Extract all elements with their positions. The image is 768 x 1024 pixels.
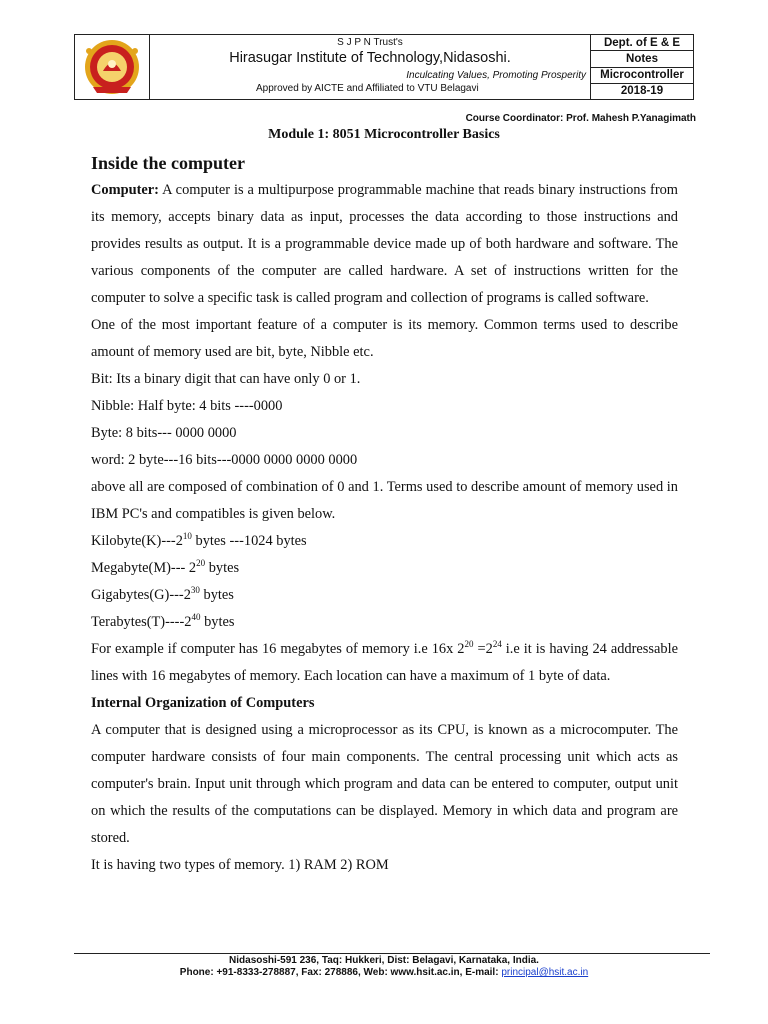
page-content bbox=[91, 150, 678, 879]
terabyte-line: $Terabytes(T)----2^{40}$ bytes bbox=[91, 612, 235, 630]
trust-name: S J P N Trust's bbox=[337, 37, 403, 48]
institute-name: Hirasugar Institute of Technology,Nidasoshi. bbox=[229, 50, 511, 66]
logo-cell bbox=[75, 35, 150, 99]
word-line: word: 2 byte---16 bits---0000 0000 0000 0000 bbox=[91, 452, 358, 468]
footer-contact: Phone: +91-8333-278887, Fax: 278886, Web: www.hsit.ac.in, E-mail: principal@hsit.ac.in bbox=[179, 967, 589, 978]
footer-address: Nidasoshi-591 236, Taq: Hukkeri, Dist: Belagavi, Karnataka, India. bbox=[229, 955, 539, 966]
nibble-line: Nibble: Half byte: 4 bits ----0000 bbox=[91, 398, 283, 414]
gigabyte-line: $Gigabytes(G)---2^{30}$ bytes bbox=[91, 585, 234, 603]
footer-divider bbox=[74, 953, 710, 954]
memory-intro: One of the most important feature of a computer is its memory. Common terms used to describe amount of memory used are bit, byte, Nibble etc. bbox=[91, 317, 678, 360]
module-title: Module 1: 8051 Microcontroller Basics bbox=[268, 127, 500, 142]
computer-text: A computer is a multipurpose programmable machine that reads binary instructions from its memory, accepts binary data as input, processes the data according to those instructions and provides results as output. It is a programmable device made up of both hardware and software. The various components of the computer are called hardware. A set of instructions written for the computer to solve a specific task is called program and collection of programs is called software. bbox=[91, 182, 678, 306]
internal-paragraph: A computer that is designed using a microprocessor as its CPU, is known as a microcomputer. The computer hardware consists of four main components. The central processing unit which acts as computer's brain. Input unit through which program and data can be entered to computer, output unit on which the results of the computations can be displayed. Memory in which data and program are stored. bbox=[91, 722, 678, 846]
computer-paragraph bbox=[91, 177, 678, 312]
computer-label: Computer: bbox=[91, 182, 159, 198]
byte-line: Byte: 8 bits--- 0000 0000 bbox=[91, 425, 237, 441]
header-info bbox=[590, 35, 693, 99]
section-heading: Inside the computer bbox=[91, 153, 245, 173]
course-coordinator: Course Coordinator: Prof. Mahesh P.Yanagimath bbox=[465, 113, 696, 124]
megabyte-line: Megabyte(M)--- $2^{20}$ bytes bbox=[91, 558, 240, 576]
bit-line: Bit: Its a binary digit that can have only 0 or 1. bbox=[91, 371, 361, 387]
institute-logo-icon bbox=[81, 37, 143, 97]
year-label: 2018-19 bbox=[620, 85, 664, 98]
tagline: Inculcating Values, Promoting Prosperity bbox=[406, 70, 586, 81]
document-header bbox=[74, 34, 694, 100]
approval-text: Approved by AICTE and Affiliated to VTU Belagavi bbox=[256, 83, 479, 94]
composed-text: above all are composed of combination of 0 and 1. Terms used to describe amount of memory used in IBM PC's and compatibles is given below. bbox=[91, 479, 678, 522]
header-center bbox=[150, 35, 590, 99]
doc-type-label: Notes bbox=[591, 51, 693, 67]
dept-label: Dept. of E & E bbox=[591, 35, 693, 51]
kilobyte-line: $Kilobyte(K)---2^{10}$ bytes ---1024 bytes bbox=[91, 531, 307, 549]
memory-types-line: It is having two types of memory. 1) RAM 2) ROM bbox=[91, 857, 389, 873]
internal-heading: Internal Organization of Computers bbox=[91, 695, 315, 711]
example-paragraph: For example if computer has 16 megabytes of memory i.e 16x $2^{20} =2^{24}$ i.e it is having 24 addressable lines with 16 megabytes of memory. Each location can have a maximum of 1 byte of data. bbox=[91, 639, 678, 684]
email-link[interactable]: principal@hsit.ac.in bbox=[501, 967, 589, 978]
subject-label: Microcontroller bbox=[591, 68, 693, 84]
